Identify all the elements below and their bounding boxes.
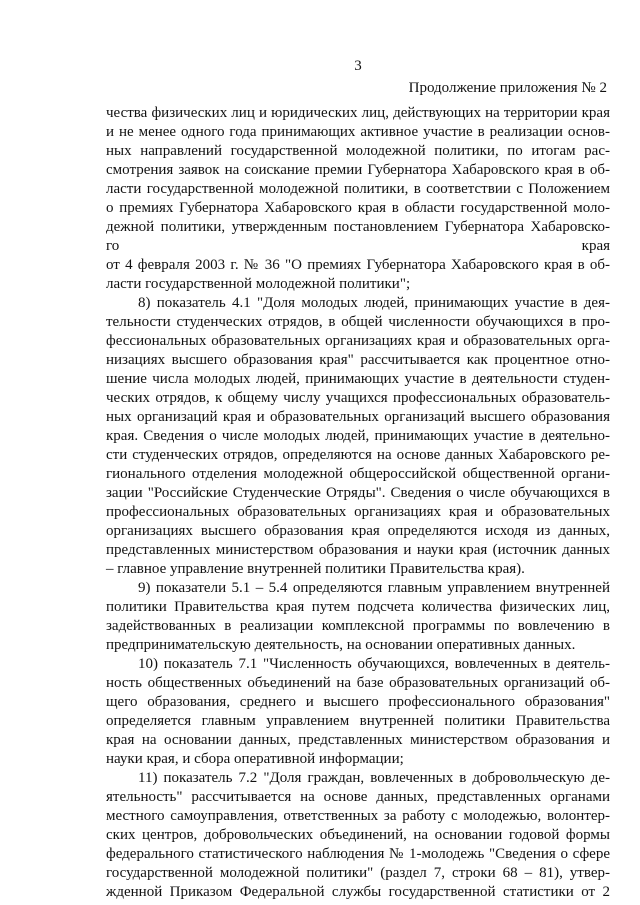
- text-line: местного самоуправления, ответственных за работу с молодежью, волонтер-: [106, 808, 610, 824]
- text-line: представленных министерством образования и науки края (источник данных: [106, 542, 610, 558]
- text-line: – главное управление внутренней политики Правительства края).: [106, 561, 525, 577]
- page-number: 3: [354, 58, 362, 74]
- text-line: организациях высшего образования края определяются исходя из данных,: [106, 523, 610, 539]
- text-line: гионального отделения молодежной общероссийской общественной органи-: [106, 466, 610, 482]
- text-line: дежной политики, утвержденным постановлением Губернатора Хабаровско-: [106, 219, 610, 235]
- text-line: определяется главным управлением внутренней политики Правительства: [106, 713, 610, 729]
- text-line: задействованных в реализации комплексной программы по вовлечению в: [106, 618, 610, 634]
- text-line: ных организаций края и образовательных организаций высшего образования: [106, 409, 610, 425]
- text-line: государственной молодежной политики" (раздел 7, строки 68 – 81), утвер-: [106, 865, 610, 881]
- text-line: 9) показатели 5.1 – 5.4 определяются главным управлением внутренней: [138, 580, 610, 596]
- text-line: предпринимательскую деятельность, на основании оперативных данных.: [106, 637, 576, 653]
- text-line: ятельность" рассчитывается на основе данных, представленных органами: [106, 789, 610, 805]
- text-line: науки края, и сбора оперативной информации;: [106, 751, 404, 767]
- text-line: чества физических лиц и юридических лиц, действующих на территории края: [106, 105, 610, 121]
- text-line: федерального статистического наблюдения № 1-молодежь "Сведения о сфере: [106, 846, 610, 862]
- text-line: ласти государственной молодежной политики, в соответствии с Положением: [106, 181, 610, 197]
- text-line: ность общественных объединений на базе образовательных организаций об-: [106, 675, 610, 691]
- text-line: щего образования, среднего и высшего профессионального образования": [106, 694, 610, 710]
- document-body: [106, 104, 610, 902]
- text-line: 8) показатель 4.1 "Доля молодых людей, принимающих участие в дея-: [138, 295, 610, 311]
- text-line: ческих отрядов, к общему числу учащихся профессиональных образователь-: [106, 390, 610, 406]
- text-line: от 4 февраля 2003 г. № 36 "О премиях Губернатора Хабаровского края в об-: [106, 257, 610, 273]
- text-line: ласти государственной молодежной политики";: [106, 276, 411, 292]
- text-line: шение числа молодых людей, принимающих участие в деятельности студен-: [106, 371, 610, 387]
- text-line: тельности студенческих отрядов, в общей численности обучающихся в про-: [106, 314, 610, 330]
- text-line: фессиональных образовательных организациях края и образовательных орга-: [106, 333, 610, 349]
- text-line: ных направлений государственной молодежной политики, по итогам рас-: [106, 143, 610, 159]
- text-line: сти студенческих отрядов, определяются на основе данных Хабаровского ре-: [106, 447, 610, 463]
- text-line: и не менее одного года принимающих активное участие в реализации основ-: [106, 124, 610, 140]
- text-line: низациях высшего образования края" рассчитывается как процентное отно-: [106, 352, 610, 368]
- text-line: ских центров, добровольческих объединений, на основании годовой формы: [106, 827, 610, 843]
- text-line: края на основании данных, представленных министерством образования и: [106, 732, 610, 748]
- appendix-continuation-label: Продолжение приложения № 2: [408, 80, 607, 96]
- text-line: го края: [106, 238, 610, 254]
- text-line: 10) показатель 7.1 "Численность обучающихся, вовлеченных в деятель-: [138, 656, 610, 672]
- text-line: 11) показатель 7.2 "Доля граждан, вовлеченных в добровольческую де-: [138, 770, 610, 786]
- text-line: профессиональных образовательных организациях края и образовательных: [106, 504, 610, 520]
- text-line: о премиях Губернатора Хабаровского края в области государственной моло-: [106, 200, 610, 216]
- text-line: края. Сведения о числе молодых людей, принимающих участие в деятельно-: [106, 428, 610, 444]
- text-line: политики Правительства края путем подсчета количества физических лиц,: [106, 599, 610, 615]
- text-line: зации "Российские Студенческие Отряды". Сведения о числе обучающихся в: [106, 485, 610, 501]
- text-line: жденной Приказом Федеральной службы государственной статистики от 2: [106, 884, 610, 900]
- text-line: смотрения заявок на соискание премии Губернатора Хабаровского края в об-: [106, 162, 610, 178]
